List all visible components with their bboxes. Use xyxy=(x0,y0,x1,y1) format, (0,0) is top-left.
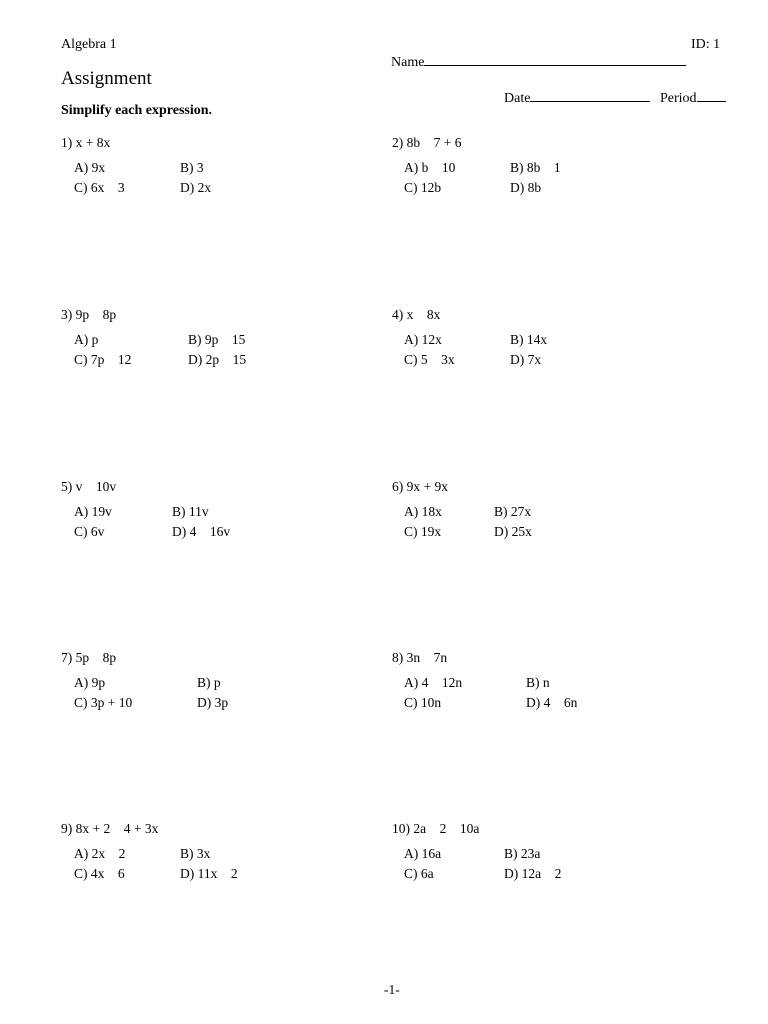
choice-value: 3x xyxy=(196,846,211,861)
choice-value: 5 3x xyxy=(420,352,455,367)
choice-letter: A) xyxy=(404,160,422,175)
problem-question xyxy=(61,479,116,495)
choice-letter: B) xyxy=(180,160,197,175)
choice-value: 2x 2 xyxy=(91,846,126,861)
problem-question xyxy=(392,479,448,495)
choice-value: 23a xyxy=(520,846,541,861)
choice-a[interactable] xyxy=(74,846,125,862)
name-line xyxy=(424,53,686,66)
choice-value: 11x 2 xyxy=(197,866,238,881)
date-line xyxy=(530,89,650,102)
problem-number: 8) xyxy=(392,650,404,665)
course-name: Algebra 1 xyxy=(61,37,117,52)
choice-value: 7x xyxy=(527,352,542,367)
choice-letter: D) xyxy=(510,352,528,367)
choice-b[interactable] xyxy=(188,332,245,348)
choice-d[interactable] xyxy=(504,866,561,882)
choice-c[interactable] xyxy=(74,352,131,368)
problem-question xyxy=(61,307,116,323)
problem-number: 4) xyxy=(392,307,404,322)
choice-value: 18x xyxy=(421,504,442,519)
problem-expression: v 10v xyxy=(75,479,117,494)
choice-letter: C) xyxy=(74,352,91,367)
choice-value: b 10 xyxy=(421,160,456,175)
choice-value: 4x 6 xyxy=(90,866,125,881)
choice-value: 8b 1 xyxy=(526,160,561,175)
problem-number: 2) xyxy=(392,135,404,150)
choice-c[interactable] xyxy=(74,695,132,711)
choice-c[interactable] xyxy=(404,695,441,711)
choice-b[interactable] xyxy=(172,504,209,520)
problem-expression: x + 8x xyxy=(75,135,111,150)
choice-value: 19v xyxy=(91,504,112,519)
choice-letter: A) xyxy=(74,504,92,519)
choice-a[interactable] xyxy=(404,160,455,176)
problem-question xyxy=(61,135,110,151)
choice-value: 6x 3 xyxy=(90,180,125,195)
name-label: Name xyxy=(391,55,425,70)
choice-letter: C) xyxy=(74,866,91,881)
choice-letter: A) xyxy=(404,332,422,347)
problem-number: 1) xyxy=(61,135,73,150)
choice-value: p xyxy=(213,675,221,690)
choice-d[interactable] xyxy=(494,524,532,540)
choice-letter: A) xyxy=(404,846,422,861)
problem-expression: 8b 7 + 6 xyxy=(406,135,462,150)
choice-letter: D) xyxy=(172,524,190,539)
choice-value: 2x xyxy=(197,180,212,195)
choice-b[interactable] xyxy=(180,846,210,862)
choice-letter: B) xyxy=(180,846,197,861)
choice-value: 4 6n xyxy=(543,695,578,710)
choice-value: 19x xyxy=(420,524,442,539)
choice-letter: D) xyxy=(494,524,512,539)
choice-d[interactable] xyxy=(510,180,541,196)
id-label: ID: 1 xyxy=(691,37,721,52)
choice-a[interactable] xyxy=(404,504,442,520)
choice-d[interactable] xyxy=(526,695,577,711)
problem-expression: 9x + 9x xyxy=(406,479,448,494)
choice-letter: C) xyxy=(404,524,421,539)
choice-value: 12a 2 xyxy=(521,866,562,881)
problem-question xyxy=(392,650,447,666)
choice-b[interactable] xyxy=(510,160,561,176)
page-title: Assignment xyxy=(61,68,152,89)
choice-c[interactable] xyxy=(74,524,104,540)
choice-value: 4 12n xyxy=(421,675,463,690)
problem-expression: 2a 2 10a xyxy=(413,821,480,836)
choice-a[interactable] xyxy=(74,675,105,691)
choice-value: 3p + 10 xyxy=(90,695,133,710)
choice-letter: B) xyxy=(526,675,543,690)
choice-d[interactable] xyxy=(197,695,228,711)
choice-letter: B) xyxy=(197,675,214,690)
choice-c[interactable] xyxy=(404,866,434,882)
choice-letter: B) xyxy=(172,504,189,519)
choice-letter: D) xyxy=(188,352,206,367)
choice-value: p xyxy=(91,332,99,347)
choice-letter: A) xyxy=(74,160,92,175)
choice-value: 25x xyxy=(511,524,532,539)
choice-letter: D) xyxy=(526,695,544,710)
choice-value: 6v xyxy=(90,524,105,539)
choice-b[interactable] xyxy=(510,332,547,348)
choice-letter: C) xyxy=(404,866,421,881)
choice-value: 6a xyxy=(420,866,434,881)
choice-value: 9p 15 xyxy=(204,332,246,347)
choice-letter: B) xyxy=(510,332,527,347)
problem-number: 5) xyxy=(61,479,73,494)
problem-question xyxy=(392,307,440,323)
choice-a[interactable] xyxy=(404,846,441,862)
period-field[interactable] xyxy=(653,73,726,107)
choice-b[interactable] xyxy=(526,675,550,691)
choice-d[interactable] xyxy=(180,866,238,882)
choice-letter: B) xyxy=(504,846,521,861)
choice-letter: C) xyxy=(404,180,421,195)
choice-letter: A) xyxy=(74,332,92,347)
choice-a[interactable] xyxy=(74,332,98,348)
choice-value: 27x xyxy=(510,504,532,519)
choice-d[interactable] xyxy=(188,352,246,368)
problem-number: 9) xyxy=(61,821,73,836)
choice-c[interactable] xyxy=(74,180,125,196)
choice-value: 3p xyxy=(214,695,229,710)
choice-value: 12x xyxy=(421,332,442,347)
choice-c[interactable] xyxy=(404,352,455,368)
date-label: Date xyxy=(504,91,531,106)
problem-question xyxy=(61,821,158,837)
problem-expression: 3n 7n xyxy=(406,650,448,665)
choice-b[interactable] xyxy=(180,160,204,176)
period-label: Period xyxy=(660,91,697,106)
choice-value: 3 xyxy=(196,160,204,175)
choice-value: 11v xyxy=(188,504,209,519)
problem-expression: 5p 8p xyxy=(75,650,117,665)
choice-letter: C) xyxy=(404,352,421,367)
problem-expression: 9p 8p xyxy=(75,307,117,322)
choice-c[interactable] xyxy=(404,524,441,540)
choice-c[interactable] xyxy=(74,866,125,882)
choice-value: 9x xyxy=(91,160,106,175)
choice-letter: A) xyxy=(404,675,422,690)
choice-letter: A) xyxy=(74,675,92,690)
choice-b[interactable] xyxy=(197,675,221,691)
problem-number: 6) xyxy=(392,479,404,494)
choice-letter: C) xyxy=(74,695,91,710)
problem-number: 3) xyxy=(61,307,73,322)
choice-letter: B) xyxy=(494,504,511,519)
choice-value: 16a xyxy=(421,846,442,861)
choice-value: n xyxy=(542,675,550,690)
choice-letter: A) xyxy=(74,846,92,861)
page-number: -1- xyxy=(384,982,400,997)
date-field[interactable] xyxy=(497,73,650,107)
choice-letter: B) xyxy=(188,332,205,347)
choice-b[interactable] xyxy=(504,846,540,862)
choice-value: 9p xyxy=(91,675,106,690)
problem-question xyxy=(392,135,462,151)
choice-letter: D) xyxy=(197,695,215,710)
choice-value: 12b xyxy=(420,180,442,195)
choice-value: 4 16v xyxy=(189,524,231,539)
choice-a[interactable] xyxy=(74,504,112,520)
choice-value: 8b xyxy=(527,180,542,195)
choice-letter: C) xyxy=(404,695,421,710)
choice-value: 2p 15 xyxy=(205,352,247,367)
choice-d[interactable] xyxy=(172,524,230,540)
problem-number: 10) xyxy=(392,821,410,836)
choice-a[interactable] xyxy=(404,332,442,348)
problem-expression: 8x + 2 4 + 3x xyxy=(75,821,159,836)
choice-d[interactable] xyxy=(510,352,541,368)
choice-letter: B) xyxy=(510,160,527,175)
choice-value: 10n xyxy=(420,695,442,710)
choice-letter: A) xyxy=(404,504,422,519)
choice-letter: D) xyxy=(504,866,522,881)
choice-d[interactable] xyxy=(180,180,211,196)
choice-letter: C) xyxy=(74,524,91,539)
problem-question xyxy=(392,821,479,837)
choice-letter: D) xyxy=(180,180,198,195)
instructions: Simplify each expression. xyxy=(61,103,213,118)
choice-value: 14x xyxy=(526,332,548,347)
choice-letter: D) xyxy=(510,180,528,195)
problem-expression: x 8x xyxy=(406,307,441,322)
choice-value: 7p 12 xyxy=(90,352,132,367)
choice-c[interactable] xyxy=(404,180,441,196)
period-line xyxy=(697,89,726,102)
name-field[interactable] xyxy=(384,37,686,71)
problem-question xyxy=(61,650,116,666)
choice-letter: C) xyxy=(74,180,91,195)
choice-a[interactable] xyxy=(74,160,105,176)
choice-letter: D) xyxy=(180,866,198,881)
problem-number: 7) xyxy=(61,650,73,665)
choice-a[interactable] xyxy=(404,675,462,691)
choice-b[interactable] xyxy=(494,504,531,520)
